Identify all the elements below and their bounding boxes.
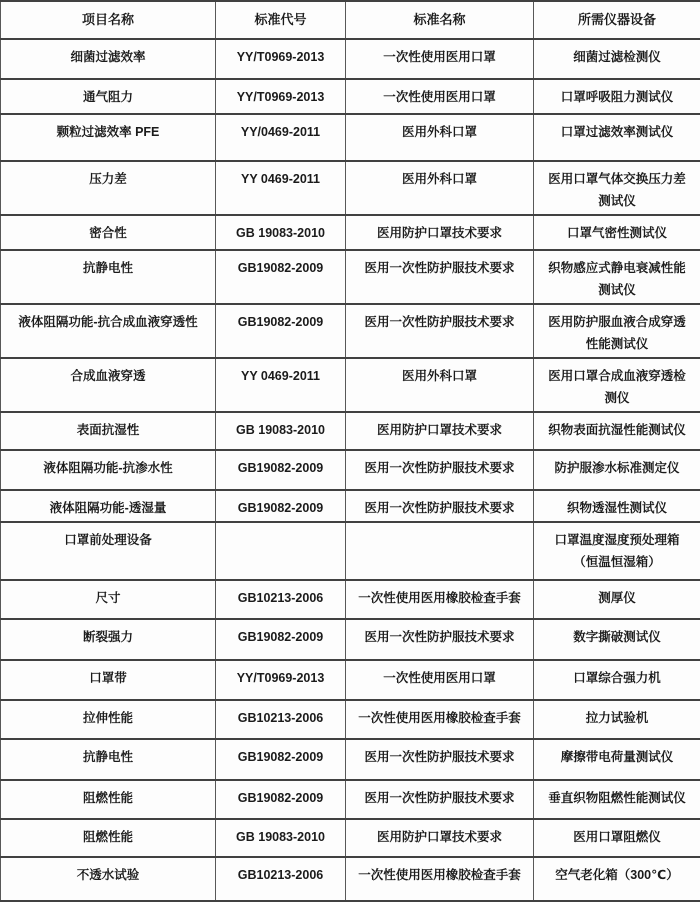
table-cell: 医用口罩合成血液穿透检测仪 — [534, 358, 700, 412]
table-cell: 垂直织物阻燃性能测试仪 — [534, 780, 700, 819]
table-cell: 细菌过滤效率 — [1, 39, 216, 79]
table-cell: 液体阻隔功能-透湿量 — [1, 490, 216, 522]
table-cell: 医用防护口罩技术要求 — [346, 215, 534, 250]
table-cell: 医用一次性防护服技术要求 — [346, 450, 534, 490]
table-cell: 医用一次性防护服技术要求 — [346, 739, 534, 780]
table-cell: 抗静电性 — [1, 250, 216, 304]
table-cell: 医用一次性防护服技术要求 — [346, 250, 534, 304]
table-cell: YY 0469-2011 — [216, 358, 346, 412]
table-cell: 口罩前处理设备 — [1, 522, 216, 580]
table-cell: 一次性使用医用口罩 — [346, 39, 534, 79]
table-cell: 阻燃性能 — [1, 819, 216, 857]
table-row — [1, 412, 700, 450]
column-header-standard-name: 标准名称 — [346, 1, 534, 39]
table-cell: 口罩带 — [1, 660, 216, 700]
table-cell: 颗粒过滤效率 PFE — [1, 114, 216, 161]
table-cell: 医用口罩阻燃仪 — [534, 819, 700, 857]
table-cell: YY 0469-2011 — [216, 161, 346, 215]
table-cell: GB19082-2009 — [216, 304, 346, 358]
column-header-project-name: 项目名称 — [1, 1, 216, 39]
column-header-standard-code: 标准代号 — [216, 1, 346, 39]
table-cell: 医用外科口罩 — [346, 358, 534, 412]
table-cell: 织物透湿性测试仪 — [534, 490, 700, 522]
table-cell: GB19082-2009 — [216, 739, 346, 780]
table-cell: 医用防护口罩技术要求 — [346, 412, 534, 450]
table-cell: 合成血液穿透 — [1, 358, 216, 412]
table-header-row — [1, 1, 700, 39]
table-cell: GB19082-2009 — [216, 450, 346, 490]
table-cell: 医用外科口罩 — [346, 114, 534, 161]
table-cell: GB 19083-2010 — [216, 412, 346, 450]
table-row — [1, 857, 700, 901]
table-cell: 一次性使用医用口罩 — [346, 660, 534, 700]
table-row — [1, 700, 700, 739]
table-row — [1, 450, 700, 490]
table-cell: 医用防护服血液合成穿透性能测试仪 — [534, 304, 700, 358]
table-cell: 医用口罩气体交换压力差测试仪 — [534, 161, 700, 215]
table-cell: 数字撕破测试仪 — [534, 619, 700, 660]
table-cell: 摩擦带电荷量测试仪 — [534, 739, 700, 780]
table-row — [1, 580, 700, 619]
table-row — [1, 215, 700, 250]
table-cell: 抗静电性 — [1, 739, 216, 780]
table-cell: GB19082-2009 — [216, 250, 346, 304]
table-cell: 一次性使用医用橡胶检查手套 — [346, 857, 534, 901]
table-cell: GB19082-2009 — [216, 780, 346, 819]
table-row — [1, 114, 700, 161]
table-cell: 医用外科口罩 — [346, 161, 534, 215]
table-cell — [216, 522, 346, 580]
table-cell: YY/T0969-2013 — [216, 39, 346, 79]
table-row — [1, 490, 700, 522]
table-row — [1, 522, 700, 580]
table-cell: 尺寸 — [1, 580, 216, 619]
table-cell: 口罩气密性测试仪 — [534, 215, 700, 250]
table-cell: 液体阻隔功能-抗渗水性 — [1, 450, 216, 490]
table-cell: 通气阻力 — [1, 79, 216, 114]
table-cell: 一次性使用医用口罩 — [346, 79, 534, 114]
table-cell: GB10213-2006 — [216, 580, 346, 619]
table-cell: 拉力试验机 — [534, 700, 700, 739]
table-cell: 测厚仪 — [534, 580, 700, 619]
table-cell: 医用一次性防护服技术要求 — [346, 780, 534, 819]
table-cell — [346, 522, 534, 580]
table-row — [1, 739, 700, 780]
table-cell: YY/T0969-2013 — [216, 660, 346, 700]
table-cell: GB 19083-2010 — [216, 819, 346, 857]
table-cell: 一次性使用医用橡胶检查手套 — [346, 580, 534, 619]
table-cell: 不透水试验 — [1, 857, 216, 901]
table-cell: 织物感应式静电衰减性能测试仪 — [534, 250, 700, 304]
table-row — [1, 39, 700, 79]
table-cell: 拉伸性能 — [1, 700, 216, 739]
table-cell: 密合性 — [1, 215, 216, 250]
table-cell: 断裂强力 — [1, 619, 216, 660]
table-cell: GB19082-2009 — [216, 619, 346, 660]
table-row — [1, 780, 700, 819]
table-cell: 口罩呼吸阻力测试仪 — [534, 79, 700, 114]
column-header-required-equipment: 所需仪器设备 — [534, 1, 700, 39]
table-cell: GB19082-2009 — [216, 490, 346, 522]
table-row — [1, 250, 700, 304]
table-cell: 细菌过滤检测仪 — [534, 39, 700, 79]
table-cell: 口罩综合强力机 — [534, 660, 700, 700]
table-cell: 一次性使用医用橡胶检查手套 — [346, 700, 534, 739]
table-row — [1, 358, 700, 412]
table-cell: 阻燃性能 — [1, 780, 216, 819]
table-cell: 压力差 — [1, 161, 216, 215]
table-row — [1, 161, 700, 215]
table-cell: 口罩温度湿度预处理箱（恒温恒湿箱） — [534, 522, 700, 580]
table-cell: 表面抗湿性 — [1, 412, 216, 450]
table-cell: 医用一次性防护服技术要求 — [346, 619, 534, 660]
table-cell: 口罩过滤效率测试仪 — [534, 114, 700, 161]
table-cell: YY/T0969-2013 — [216, 79, 346, 114]
table-cell: 医用防护口罩技术要求 — [346, 819, 534, 857]
table-cell: YY/0469-2011 — [216, 114, 346, 161]
table-cell: 医用一次性防护服技术要求 — [346, 490, 534, 522]
table-cell: 织物表面抗湿性能测试仪 — [534, 412, 700, 450]
table-row — [1, 79, 700, 114]
table-cell: 医用一次性防护服技术要求 — [346, 304, 534, 358]
table-cell: 液体阻隔功能-抗合成血液穿透性 — [1, 304, 216, 358]
table-row — [1, 660, 700, 700]
table-cell: GB10213-2006 — [216, 700, 346, 739]
table-cell: GB 19083-2010 — [216, 215, 346, 250]
table-row — [1, 619, 700, 660]
table-cell: 防护服渗水标准测定仪 — [534, 450, 700, 490]
table-row — [1, 819, 700, 857]
table-row — [1, 304, 700, 358]
table-cell: GB10213-2006 — [216, 857, 346, 901]
table-cell: 空气老化箱（300℃） — [534, 857, 700, 901]
